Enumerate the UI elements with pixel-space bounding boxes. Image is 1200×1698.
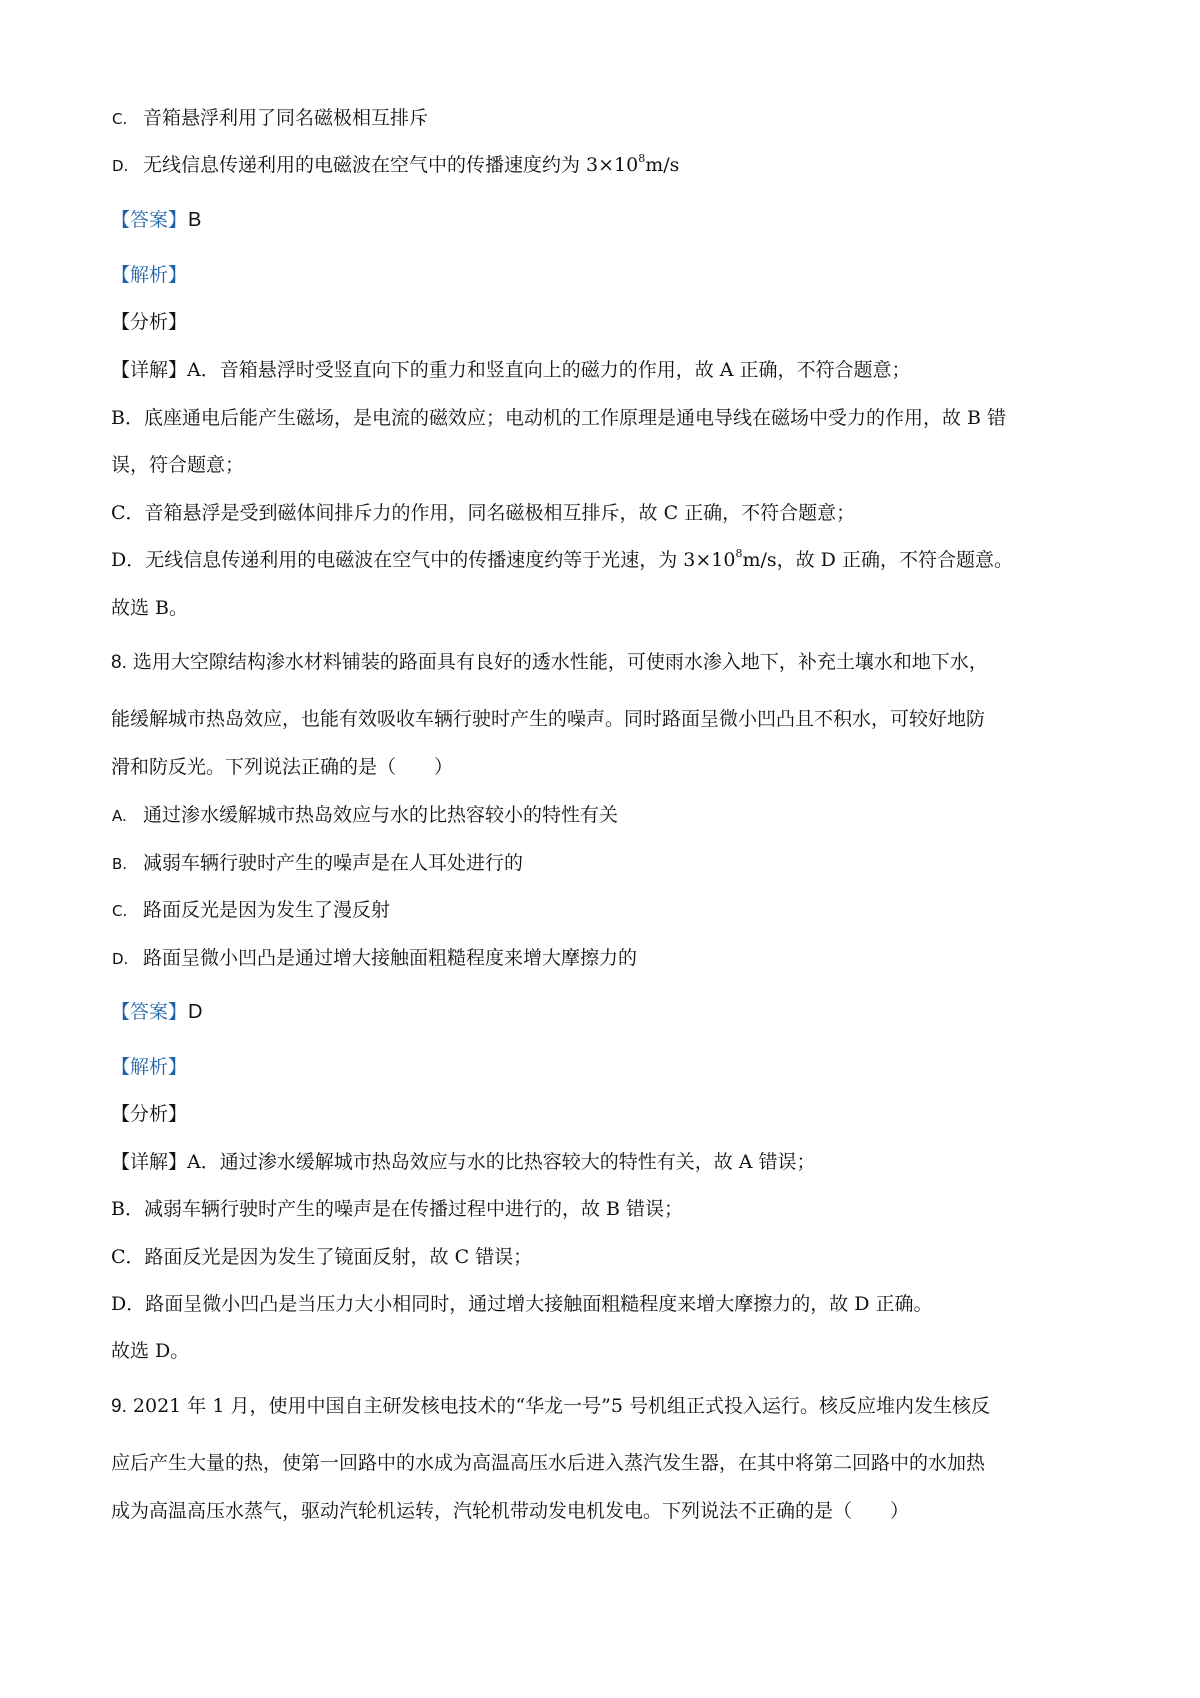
q8-answer [111, 1000, 202, 1024]
q8-stem-line-3: 滑和防反光。下列说法正确的是（ ） [111, 756, 454, 778]
detail-tag: 【详解】 [111, 359, 188, 381]
q8-conclusion: 故选 D。 [111, 1340, 190, 1362]
q7-fenxi-heading: 【分析】 [111, 311, 188, 333]
q7-answer [111, 208, 201, 232]
answer-tag: 【答案】 [111, 209, 188, 231]
question-number: 9. [111, 1396, 127, 1417]
q7-detail-line-5 [111, 548, 1013, 572]
q8-option-d [112, 946, 637, 971]
q7-option-c [112, 106, 428, 131]
option-text-unit: m/s [645, 154, 680, 176]
stem-text: 2021 年 1 月，使用中国自主研发核电技术的“华龙一号”5 号机组正式投入运行。核反应堆内发生核反 [126, 1395, 991, 1417]
detail-tag: 【详解】 [111, 1151, 188, 1173]
superscript: 8 [638, 152, 646, 165]
q7-conclusion: 故选 B。 [111, 597, 189, 619]
option-text: 通过渗水缓解城市热岛效应与水的比热容较小的特性有关 [143, 804, 619, 826]
q8-detail-line-3: C．路面反光是因为发生了镜面反射，故 C 错误； [111, 1246, 533, 1268]
option-text: 路面反光是因为发生了漫反射 [143, 899, 391, 921]
option-text: 无线信息传递利用的电磁波在空气中的传播速度约为 3×10 [143, 154, 639, 176]
superscript: 8 [735, 547, 743, 560]
detail-text: A．音箱悬浮时受竖直向下的重力和竖直向上的磁力的作用，故 A 正确，不符合题意； [187, 359, 911, 381]
q8-option-b [112, 851, 523, 876]
option-text: 音箱悬浮利用了同名磁极相互排斥 [143, 107, 429, 129]
option-letter: B. [112, 855, 128, 873]
answer-tag: 【答案】 [111, 1001, 188, 1023]
option-letter: D. [112, 157, 129, 175]
analysis-tag: 【解析】 [111, 264, 188, 286]
detail-text: A．通过渗水缓解城市热岛效应与水的比热容较大的特性有关，故 A 错误； [187, 1151, 816, 1173]
option-letter: C. [112, 902, 128, 920]
stem-text: 选用大空隙结构渗水材料铺装的路面具有良好的透水性能，可使雨水渗入地下，补充土壤水和地下水， [126, 651, 988, 673]
detail-text-unit: m/s，故 D 正确，不符合题意。 [742, 549, 1013, 571]
option-text: 减弱车辆行驶时产生的噪声是在人耳处进行的 [143, 852, 524, 874]
q8-stem-line-1 [111, 650, 988, 675]
q8-fenxi-heading: 【分析】 [111, 1103, 188, 1125]
q8-detail-line-2: B．减弱车辆行驶时产生的噪声是在传播过程中进行的，故 B 错误； [111, 1198, 684, 1220]
q8-detail-line-4: D．路面呈微小凹凸是当压力大小相同时，通过增大接触面粗糙程度来增大摩擦力的，故 D 正确。 [111, 1293, 933, 1315]
option-letter: A. [112, 807, 127, 825]
q7-detail-line-3: 误，符合题意； [111, 454, 245, 476]
detail-text: D．无线信息传递利用的电磁波在空气中的传播速度约等于光速，为 3×10 [111, 549, 736, 571]
q7-detail-line-1 [111, 358, 911, 382]
q9-stem-line-3: 成为高温高压水蒸气，驱动汽轮机运转，汽轮机带动发电机发电。下列说法不正确的是（ ） [111, 1500, 910, 1522]
q7-option-d [112, 153, 679, 178]
q7-detail-line-2: B．底座通电后能产生磁场，是电流的磁效应；电动机的工作原理是通电导线在磁场中受力的作用，故 B 错 [111, 407, 1007, 429]
option-letter: C. [112, 110, 128, 128]
option-text: 路面呈微小凹凸是通过增大接触面粗糙程度来增大摩擦力的 [143, 947, 638, 969]
q9-stem-line-2: 应后产生大量的热，使第一回路中的水成为高温高压水后进入蒸汽发生器，在其中将第二回路中的水加热 [111, 1452, 986, 1474]
q7-analysis-heading [111, 263, 187, 287]
q8-analysis-heading [111, 1055, 187, 1079]
answer-value: B [188, 209, 202, 231]
option-letter: D. [112, 950, 129, 968]
question-number: 8. [111, 652, 127, 673]
q8-stem-line-2: 能缓解城市热岛效应，也能有效吸收车辆行驶时产生的噪声。同时路面呈微小凹凸且不积水，可较好地防 [111, 708, 986, 730]
q8-detail-line-1 [111, 1150, 816, 1174]
answer-value: D [188, 1001, 203, 1023]
q8-option-c [112, 898, 390, 923]
q9-stem-line-1 [111, 1394, 990, 1419]
analysis-tag: 【解析】 [111, 1056, 188, 1078]
q8-option-a [112, 803, 618, 828]
q7-detail-line-4: C．音箱悬浮是受到磁体间排斥力的作用，同名磁极相互排斥，故 C 正确，不符合题意； [111, 502, 856, 524]
